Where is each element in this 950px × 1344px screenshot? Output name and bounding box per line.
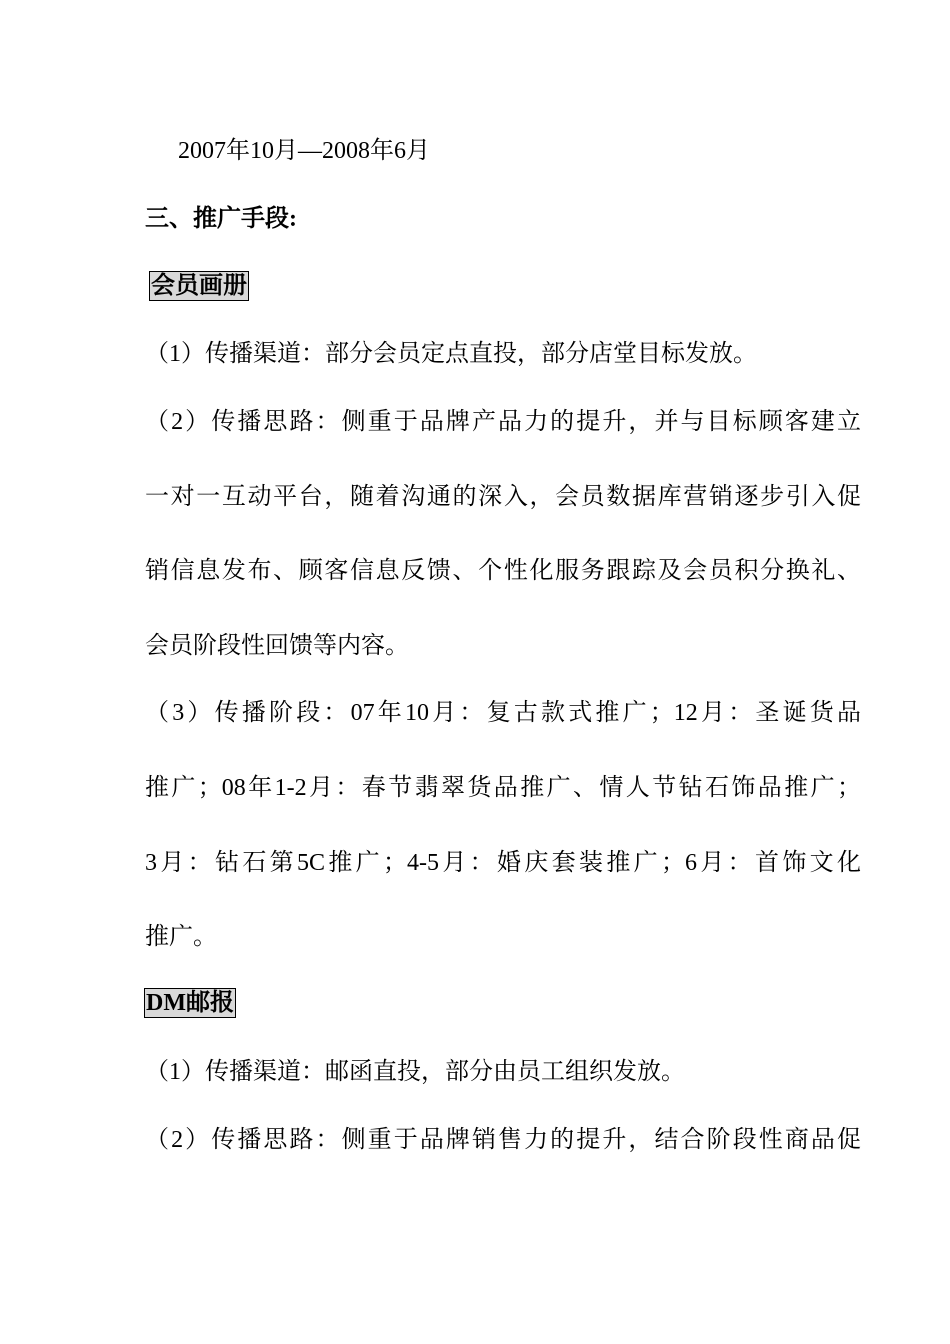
dm-mail-heading-wrap <box>144 988 236 1018</box>
member-album-idea-line-4: 会员阶段性回馈等内容。 <box>145 633 409 659</box>
dm-mail-channel: （1）传播渠道：邮函直投，部分由员工组织发放。 <box>145 1059 685 1085</box>
member-album-idea-line-3: 销信息发布、顾客信息反馈、个性化服务跟踪及会员积分换礼、 <box>145 558 861 584</box>
dm-mail-idea-line-1: （2）传播思路：侧重于品牌销售力的提升，结合阶段性商品促 <box>145 1127 861 1153</box>
member-album-heading-wrap <box>149 271 249 301</box>
member-album-idea-line-1: （2）传播思路：侧重于品牌产品力的提升，并与目标顾客建立 <box>145 409 861 435</box>
member-album-stage-line-1: （3）传播阶段：07年10月：复古款式推广；12月：圣诞货品 <box>145 700 861 726</box>
member-album-heading: 会员画册 <box>151 273 247 299</box>
section-heading: 三、推广手段: <box>145 206 297 232</box>
member-album-stage-line-4: 推广。 <box>145 924 217 950</box>
member-album-stage-line-2: 推广；08年1-2月：春节翡翠货品推广、情人节钻石饰品推广； <box>145 775 861 801</box>
date-range: 2007年10月—2008年6月 <box>178 138 430 164</box>
member-album-channel: （1）传播渠道：部分会员定点直投，部分店堂目标发放。 <box>145 341 757 367</box>
member-album-stage-line-3: 3月：钻石第5C推广；4-5月：婚庆套装推广；6月：首饰文化 <box>145 850 861 876</box>
dm-mail-heading: DM邮报 <box>146 990 234 1016</box>
member-album-idea-line-2: 一对一互动平台，随着沟通的深入，会员数据库营销逐步引入促 <box>145 484 861 510</box>
